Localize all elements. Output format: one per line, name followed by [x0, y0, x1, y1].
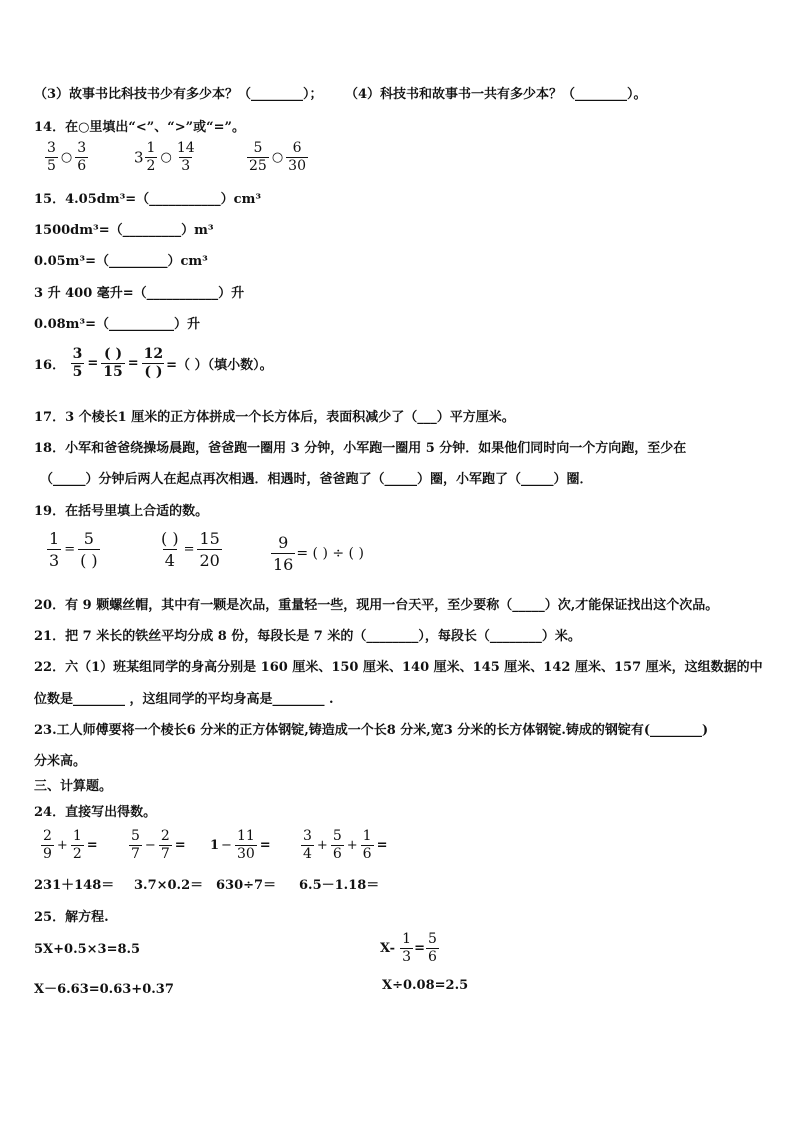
- equals-sign: =: [174, 838, 186, 853]
- frac-num: 1: [72, 828, 82, 844]
- frac-num: 1: [402, 931, 412, 947]
- q25-eq-3: X－6.63=0.63+0.37: [34, 982, 174, 997]
- equals-sign: =: [86, 838, 98, 853]
- frac-num: 5: [131, 828, 140, 844]
- equals-sign: =: [183, 542, 195, 557]
- equals-sign: =: [414, 941, 425, 956]
- frac-den: 4: [164, 551, 175, 570]
- frac-den: 4: [303, 846, 312, 862]
- frac-num: 5: [83, 529, 94, 548]
- frac-den: 6: [362, 846, 372, 862]
- frac-num: 2: [160, 828, 170, 844]
- frac-num: 12: [143, 346, 164, 362]
- q24-row2-c: 630÷7＝: [216, 878, 277, 893]
- mixed-whole: 3: [134, 148, 144, 167]
- frac-num: 1: [362, 828, 372, 844]
- frac-num: 2: [43, 828, 52, 844]
- frac-den: 5: [47, 158, 56, 174]
- frac-num: 11: [236, 828, 255, 844]
- q15-line-3: 0.05m³=（_________）cm³: [34, 254, 208, 269]
- frac-den: 6: [332, 846, 342, 862]
- q19-expr-3: [270, 532, 364, 575]
- frac-den: 3: [49, 551, 60, 570]
- frac-den: 30: [236, 846, 255, 862]
- compare-circle[interactable]: ○: [160, 150, 172, 165]
- q24-expr-d: [300, 828, 389, 863]
- q15-line-5: 0.08m³=（__________）升: [34, 317, 201, 332]
- frac-num: 6: [292, 140, 302, 156]
- equals-sign: =: [87, 356, 99, 371]
- q24-expr-a: [40, 828, 100, 863]
- frac-num: 5: [428, 931, 437, 947]
- q15-line-1: 15．4.05dm³=（___________）cm³: [34, 192, 262, 207]
- q14-expr-3: [246, 140, 309, 175]
- frac-num: 3: [77, 140, 87, 156]
- frac-den: 6: [428, 949, 437, 965]
- q18-line-2: （_____）分钟后两人在起点再次相遇．相遇时，爸爸跑了（_____）圈，小军跑了（_____）圈．: [40, 472, 593, 487]
- q19-expr-1: [46, 528, 101, 571]
- q25-eq-1: 5X+0.5×3=8.5: [34, 942, 141, 957]
- frac-den: 7: [160, 846, 170, 862]
- whole-number: 1: [210, 838, 220, 853]
- frac-den: 5: [72, 364, 83, 380]
- minus-sign: −: [144, 838, 156, 853]
- frac-den: 2: [72, 846, 82, 862]
- q14-expr-2: [134, 140, 198, 175]
- q21: 21．把 7 米长的铁丝平均分成 8 份，每段长是 7 米的（________），每段长（________）米。: [34, 629, 581, 644]
- frac-den: 15: [103, 364, 123, 380]
- frac-num: 3: [303, 828, 312, 844]
- q24-row2-a: 231＋148＝: [34, 878, 115, 893]
- equals-sign: =: [376, 838, 388, 853]
- frac-den-blank[interactable]: ( ): [80, 551, 98, 570]
- frac-num: 14: [176, 140, 195, 156]
- frac-num: 3: [72, 346, 83, 362]
- frac-num: 15: [199, 529, 220, 548]
- q22-line-1: 22．六（1）班某组同学的身高分别是 160 厘米、150 厘米、140 厘米、145 厘米、142 厘米、157 厘米，这组数据的中: [34, 660, 763, 675]
- frac-den: 16: [273, 555, 294, 574]
- q15-line-2: 1500dm³=（_________）m³: [34, 223, 214, 238]
- frac-den: 3: [181, 158, 191, 174]
- frac-den: 6: [77, 158, 87, 174]
- frac-num: 5: [253, 140, 263, 156]
- q25-eq-2: [380, 931, 440, 966]
- q16: [34, 346, 273, 381]
- q19-expr-2: [158, 528, 223, 571]
- q24-expr-b: [128, 828, 188, 863]
- q24-row2-b: 3.7×0.2＝: [134, 878, 204, 893]
- section-3-heading: 三、计算题。: [34, 779, 113, 794]
- eq-prefix: X-: [380, 941, 396, 956]
- frac-den: 25: [249, 158, 267, 174]
- plus-sign: +: [56, 838, 68, 853]
- q16-label: 16．: [34, 358, 66, 373]
- q18-line-1: 18．小军和爸爸绕操场晨跑，爸爸跑一圈用 3 分钟，小军跑一圈用 5 分钟．如果他们同时向一个方向跑，至少在: [34, 441, 687, 456]
- frac-den: 20: [199, 551, 220, 570]
- q14-stem: 14．在○里填出“<”、“>”或“=”。: [34, 120, 245, 135]
- equals-sign: =: [64, 542, 76, 557]
- plus-sign: +: [346, 838, 358, 853]
- q24-expr-c: [210, 828, 273, 863]
- frac-num-blank[interactable]: ( ): [161, 529, 179, 548]
- frac-den-blank[interactable]: ( ): [144, 364, 163, 380]
- q23-line-1: 23.工人师傅要将一个棱长6 分米的正方体钢锭,铸造成一个长8 分米,宽3 分米的长方体钢锭.铸成的钢锭有(________): [34, 723, 709, 738]
- frac-den: 7: [131, 846, 140, 862]
- q14-expr-1: [44, 140, 89, 175]
- q19-division: = ( ) ÷ ( ): [296, 545, 364, 562]
- frac-den: 9: [43, 846, 52, 862]
- q22-line-2: 位数是________ ，这组同学的平均身高是________ .: [34, 692, 334, 707]
- q24-row2-d: 6.5－1.18＝: [299, 878, 380, 893]
- equals-sign: =: [259, 838, 271, 853]
- q15-line-4: 3 升 400 毫升=（___________）升: [34, 286, 245, 301]
- frac-num: 3: [47, 140, 56, 156]
- frac-num: 1: [49, 529, 60, 548]
- q13-part3: （3）故事书比科技书少有多少本？（________）；: [34, 87, 323, 102]
- q25-stem: 25．解方程.: [34, 910, 109, 925]
- q16-tail: =（ ）（填小数）。: [166, 358, 273, 373]
- q24-stem: 24．直接写出得数。: [34, 805, 157, 820]
- plus-sign: +: [316, 838, 328, 853]
- frac-num: 1: [146, 140, 156, 156]
- q25-eq-4: X÷0.08=2.5: [382, 978, 469, 993]
- frac-den: 30: [288, 158, 306, 174]
- q13-part4: （4）科技书和故事书一共有多少本？（________）。: [345, 87, 647, 102]
- compare-circle[interactable]: ○: [271, 150, 284, 165]
- q19-stem: 19．在括号里填上合适的数。: [34, 504, 209, 519]
- compare-circle[interactable]: ○: [60, 150, 73, 165]
- q17: 17．3 个棱长1 厘米的正方体拼成一个长方体后，表面积减少了（___）平方厘米。: [34, 410, 515, 425]
- equals-sign: =: [127, 356, 139, 371]
- frac-num: 5: [332, 828, 342, 844]
- frac-den: 2: [146, 158, 156, 174]
- minus-sign: −: [221, 838, 232, 853]
- frac-den: 3: [402, 949, 412, 965]
- frac-num: 9: [278, 533, 289, 552]
- q23-line-2: 分米高。: [34, 754, 87, 769]
- frac-num-blank[interactable]: ( ): [103, 346, 123, 362]
- q20: 20．有 9 颗螺丝帽，其中有一颗是次品，重量轻一些，现用一台天平，至少要称（_____）次,才能保证找出这个次品。: [34, 598, 719, 613]
